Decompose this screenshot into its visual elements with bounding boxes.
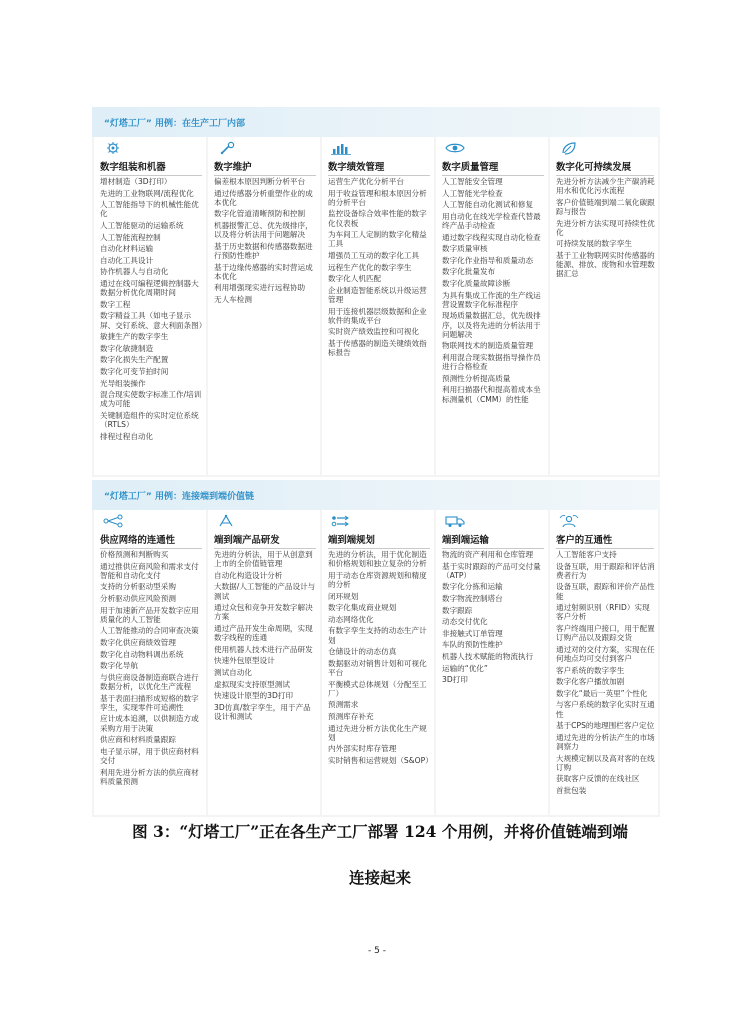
list-item: 分析驱动供应风险预测 (100, 593, 176, 603)
use-cases-in-factory-panel (92, 107, 660, 477)
list-item: 数字物流控制塔台 (442, 593, 503, 603)
column-delivery (436, 510, 548, 815)
list-item: 为具有集成工作流的生产线运营设置数字化标准程序 (442, 290, 541, 309)
column-title: 数字化可持续发展 (556, 159, 654, 176)
use-case-list (328, 177, 432, 360)
list-item: 通过推供应商风险和需求支付智能和自动化支付 (100, 561, 199, 580)
list-item: 供应商和材料质量跟踪 (100, 735, 176, 745)
list-item: 无人车检测 (214, 294, 252, 304)
list-item: 混合现实使数字标准工作/培训成为可能 (100, 390, 202, 409)
list-item: 数字化损失生产配置 (100, 355, 169, 365)
figure-caption-continued: 连接起来 (348, 868, 411, 887)
list-item: 基于表面扫描形成短格的数字孪生，实现零件可追溯性 (100, 693, 199, 712)
list-item: 数据驱动对销售计划和可视化平台 (328, 658, 427, 677)
list-item: 有数字孪生支持的动态生产计划 (328, 626, 427, 645)
list-item: 现场质量数据汇总，优先级排序，以及将先进的分析法用于问题解决 (442, 311, 541, 339)
list-item: 先进分析方法减少生产碳消耗用水和优化污水流程 (556, 177, 655, 196)
list-item: 监控设备综合效率性能的数字化仪表板 (328, 209, 427, 228)
use-case-list (214, 177, 318, 307)
list-item: 平衡模式总体规划（分配至工厂） (328, 679, 427, 698)
list-item: 数字化自动物料调出系统 (100, 649, 184, 659)
list-item: 动态交付优化 (442, 617, 488, 627)
list-item: 支持的分析驱动型采购 (100, 582, 176, 592)
column-title: 端到端产品研发 (214, 532, 316, 549)
list-item: 人工智能光学检查 (442, 188, 503, 198)
list-item: 基于边缘传感器的实时营运成本优化 (214, 262, 313, 281)
column-title: 端到端运输 (442, 532, 544, 549)
list-item: 客户系统的数字孪生 (556, 665, 625, 675)
section-title: “灯塔工厂” 用例：连接端到端价值链 (104, 492, 254, 502)
list-item: 人工智能安全管理 (442, 177, 503, 186)
list-item: 首批包装 (556, 785, 587, 795)
list-item: 与供应商设备制造商联合进行数据分析，以优化生产流程 (100, 672, 199, 691)
list-item: 3D仿真/数字孪生，用于产品设计和测试 (214, 702, 311, 721)
delivery-truck-icon (444, 514, 466, 528)
list-item: 大数据/人工智能的产品设计与测试 (214, 582, 316, 601)
column-title: 数字维护 (214, 159, 316, 176)
use-case-list (442, 550, 546, 687)
list-item: 实时资产绩效监控和可视化 (328, 327, 420, 337)
list-item: 用自动化在线光学检查代替最终产品手动检查 (442, 211, 541, 230)
page-number: - 5 - (368, 946, 386, 956)
list-item: 敏捷生产的数字孪生 (100, 332, 169, 342)
column-title: 供应网络的连通性 (100, 532, 202, 549)
list-item: 运营生产优化分析平台 (328, 177, 404, 186)
use-cases-value-chain-panel (92, 480, 660, 817)
list-item: 3D打印 (442, 675, 468, 685)
list-item: 通过众包和竞争开发数字解决方案 (214, 603, 313, 622)
list-item: 增材制造（3D打印） (100, 177, 172, 186)
design-tools-icon (216, 514, 238, 528)
section-banner (92, 107, 660, 137)
column-title: 数字组装和机器 (100, 159, 202, 176)
use-case-list (556, 550, 656, 798)
list-item: 利用混合现实数据指导操作员进行合格检查 (442, 352, 541, 372)
bar-chart-icon (330, 141, 352, 155)
list-item: 增强员工互动的数字化工具 (328, 250, 420, 260)
list-item: 客户价值链端到端二氧化碳跟踪与报告 (556, 197, 655, 216)
list-item: 设备互联，用于跟踪和评估消费者行为 (556, 561, 655, 580)
use-case-list (328, 550, 432, 768)
list-item: 通过先进的分析法产生的市场洞察力 (556, 732, 655, 751)
list-item: 协作机器人与自动化 (100, 267, 169, 277)
list-item: 动态网络优化 (328, 614, 374, 624)
use-case-list (100, 177, 207, 443)
list-item: 可持续发展的数字孪生 (556, 239, 632, 249)
list-item: 关键制造组件的实时定位系统（RTLS） (100, 410, 199, 430)
list-item: 客户终端用户接口，用于配置订购产品以及跟踪交货 (556, 623, 655, 643)
list-item: 运输的“优化” (442, 663, 488, 673)
use-case-list (556, 177, 656, 281)
figure-caption: 图 3：“灯塔工厂”正在各生产工厂部署 124 个用例，并将价值链端到端 (132, 822, 628, 841)
list-item: 内外部实时库存管理 (328, 744, 397, 754)
list-item: 排程过程自动化 (100, 431, 154, 441)
use-case-list (100, 550, 204, 788)
list-item: 为车间工人定制的数字化精益工具 (328, 230, 427, 249)
list-item: 快速外包原型设计 (214, 656, 275, 666)
list-item: 数字化敏捷制造 (100, 343, 154, 353)
column-planning (322, 510, 434, 815)
list-item: 获取客户反馈的在线社区 (556, 774, 640, 784)
list-item: 用于连接机器层级数据和企业软件的集成平台 (328, 306, 427, 325)
list-item: 人工智能流程控制 (100, 232, 161, 242)
list-item: 预测需求 (328, 700, 359, 710)
list-item: 用于收益管理和根本原因分析的分析平台 (328, 188, 427, 207)
list-item: 通过对的交付方案，实现在任何地点均可交付到客户 (556, 644, 655, 663)
list-item: 非接触式订单管理 (442, 628, 503, 638)
list-item: 大规模定制以及高对客的在线订购 (556, 753, 655, 772)
list-item: 利用先进分析方法的供应商材料质量预测 (100, 767, 199, 786)
list-item: 设备互联，跟踪和评价产品性能 (556, 582, 655, 601)
customer-network-icon (558, 514, 580, 528)
column-product-development (208, 510, 320, 815)
list-item: 物联网技术的制造质量管理 (442, 341, 534, 351)
list-item: 人工智能自动化测试和修复 (442, 200, 534, 210)
supply-network-icon (102, 514, 124, 528)
column-digital-quality (436, 137, 548, 475)
column-title: 数字质量管理 (442, 159, 544, 176)
list-item: 数字化客户播放加剧 (556, 677, 625, 687)
column-customer-connectivity (550, 510, 658, 815)
list-item: 数字化分拣和运输 (442, 582, 503, 592)
list-item: 基于实时跟踪的产品可交付量（ATP） (442, 561, 541, 580)
list-item: 通过传感器分析重塑作业的成本优化 (214, 188, 313, 207)
list-item: 数字跟踪 (442, 605, 473, 615)
list-item: 人工智能推动的合同审查决策 (100, 626, 199, 636)
column-title: 客户的互通性 (556, 532, 654, 549)
list-item: 数字化人机匹配 (328, 274, 382, 284)
list-item: 先进的分析法，用于从创意到上市的全价值链管理 (214, 550, 313, 569)
list-item: 实时销售和运营规划（S&OP） (328, 755, 433, 765)
column-title: 数字绩效管理 (328, 159, 430, 176)
list-item: 价格预测和判断购买 (100, 550, 169, 559)
list-item: 偏差根本原因判断分析平台 (214, 177, 306, 186)
list-item: 机器人技术赋能的物流执行 (442, 651, 534, 661)
list-item: 预测库存补充 (328, 711, 374, 721)
list-item: 自动化工具设计 (100, 255, 154, 265)
list-item: 光导组装操作 (100, 378, 146, 388)
list-item: 应计成本追溯，以供制造方或采购方用于决策 (100, 714, 199, 733)
list-item: 数字化批量发布 (442, 267, 496, 277)
list-item: 数字化供应商绩效管理 (100, 637, 176, 647)
list-item: 用于动态仓库资源规划和精度的分析 (328, 570, 427, 589)
list-item: 数字质量审核 (442, 244, 488, 254)
list-item: 机器报警汇总、优先级排序，以及将分析法用于问题解决 (214, 220, 313, 240)
list-item: 数字化可变节拍时间 (100, 366, 169, 376)
list-item: 利用增强现实进行远程协助 (214, 283, 306, 293)
column-digital-sustainability (550, 137, 658, 475)
list-item: 人工智能驱动的运输系统 (100, 220, 184, 230)
list-item: 基于CPS的地理围栏客户定位 (556, 721, 655, 731)
list-item: 数字化作业指导和质量动态 (442, 255, 534, 265)
list-item: 测试自动化 (214, 667, 252, 677)
column-digital-performance (322, 137, 434, 475)
list-item: 与客户系统的数字化实时互通性 (556, 700, 655, 719)
list-item: 使用机器人技术进行产品研发 (214, 644, 313, 654)
list-item: 通过数字线程实现自动化检查 (442, 232, 541, 242)
list-item: 通过先进分析方法优化生产规划 (328, 723, 427, 742)
list-item: 电子显示屏，用于供应商材料交付 (100, 746, 199, 765)
list-item: 数字化管道清晰预防和控制 (214, 209, 306, 219)
column-digital-maintenance (208, 137, 320, 475)
list-item: 仓储设计的动态仿真 (328, 647, 397, 657)
list-item: 远程生产优化的数字孪生 (328, 262, 412, 272)
list-item: 快速设计原型的3D打印 (214, 691, 294, 701)
list-item: 数字化导航 (100, 661, 138, 671)
list-item: 数字化集成商业规划 (328, 603, 397, 613)
list-item: 车队的预防性维护 (442, 640, 503, 650)
eye-icon (444, 141, 466, 155)
leaf-recycle-icon (558, 141, 580, 155)
list-item: 基于传感器的制造关键绩效指标报告 (328, 338, 427, 358)
list-item: 先进分析方法实现可持续性优化 (556, 218, 655, 237)
list-item: 预测性分析提高质量 (442, 373, 511, 383)
list-item: 人工智能指导下的机械性能优化 (100, 200, 199, 219)
list-item: 自动化材料运输 (100, 244, 154, 254)
list-item: 用于加速新产品开发数字应用质量化的人工智能 (100, 605, 199, 624)
list-item: 通过射频识别（RFID）实现客户分析 (556, 603, 650, 622)
list-item: 先进的分析法，用于优化制造和价格规划和独立复杂的分析 (328, 550, 427, 569)
list-item: 自动化构造设计分析 (214, 570, 283, 580)
use-case-list (442, 177, 546, 406)
planning-flow-icon (330, 514, 352, 528)
wrench-icon (216, 141, 238, 155)
column-supply-network (94, 510, 206, 815)
column-title: 端到端规划 (328, 532, 430, 549)
list-item: 数字工程 (100, 299, 131, 309)
list-item: 数字化“最后一英里”个性化 (556, 688, 648, 698)
gear-sensor-icon (102, 141, 124, 155)
list-item: 通过产品开发生命周期，实现数字线程的连通 (214, 623, 313, 643)
list-item: 虚拟现实支持原型测试 (214, 679, 290, 689)
list-item: 闭环规划 (328, 591, 359, 601)
section-banner (92, 480, 660, 510)
list-item: 利用扫描器代和提高着成本坐标测量机（CMM）的性能 (442, 385, 541, 404)
use-case-list (214, 550, 318, 724)
list-item: 数字化质量故障诊断 (442, 278, 511, 288)
section-title: “灯塔工厂” 用例：在生产工厂内部 (104, 119, 245, 129)
list-item: 先进的工业物联网/流程优化 (100, 188, 194, 198)
list-item: 通过在线可编程逻辑控制器大数据分析优化周期时间 (100, 278, 199, 298)
list-item: 数字精益工具（如电子显示屏、交钉系统、意大利面条图） (100, 311, 207, 330)
list-item: 物流的资产利用和仓库管理 (442, 550, 534, 559)
column-digital-assembly (94, 137, 206, 475)
list-item: 人工智能客户支持 (556, 550, 617, 559)
list-item: 基于工业物联网实时传感器的能源、排放、废物和水管理数据汇总 (556, 250, 655, 279)
list-item: 企业制造智能系统以升级运营管理 (328, 285, 427, 304)
list-item: 基于历史数据和传感器数据进行预防性维护 (214, 241, 313, 260)
